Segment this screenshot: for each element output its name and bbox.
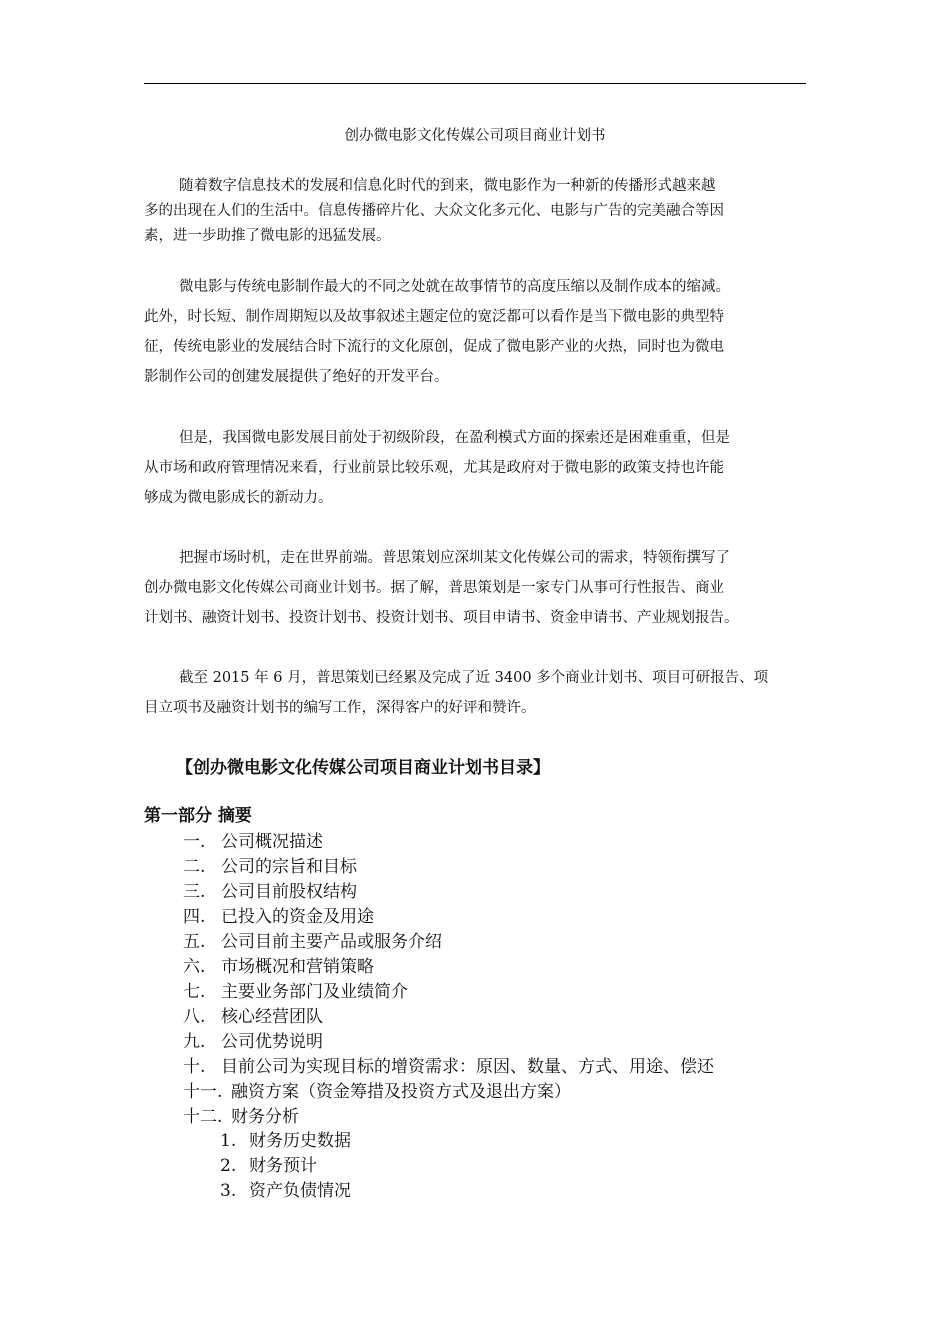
toc-list [183,830,714,1130]
paragraph-4 [144,543,816,633]
toc-item-label: 市场概况和营销策略 [221,957,374,977]
toc-sublist [220,1129,351,1204]
paragraph-line: 多的出现在人们的生活中。信息传播碎片化、大众文化多元化、电影与广告的完美融合等因 [144,203,724,219]
toc-item-number: 九. [183,1032,206,1052]
header-rule [144,83,806,84]
toc-item [183,1005,714,1030]
toc-item-number: 五. [183,932,206,952]
toc-item [183,855,714,880]
toc-item-number: 八. [183,1007,206,1027]
paragraph-line: 影制作公司的创建发展提供了绝好的开发平台。 [144,369,449,385]
toc-subitem [220,1129,351,1154]
toc-item-label: 核心经营团队 [221,1007,323,1027]
toc-item-label: 公司目前股权结构 [221,882,357,902]
paragraph-line: 此外，时长短、制作周期短以及故事叙述主题定位的宽泛都可以看作是当下微电影的典型特 [144,309,724,325]
toc-subitem-label: 资产负债情况 [249,1181,351,1201]
paragraph-line: 计划书、融资计划书、投资计划书、投资计划书、项目申请书、资金申请书、产业规划报告。 [144,610,739,626]
toc-subitem-number: 3. [220,1181,237,1201]
toc-item [183,1105,714,1130]
toc-subitem-number: 1. [220,1131,237,1151]
toc-item-number: 十. [183,1057,206,1077]
toc-item-label: 公司目前主要产品或服务介绍 [221,932,442,952]
toc-subitem-label: 财务预计 [249,1156,317,1176]
toc-item-label: 公司优势说明 [221,1032,323,1052]
toc-item-label: 公司概况描述 [221,832,323,852]
toc-item [183,1055,714,1080]
toc-title: 【创办微电影文化传媒公司项目商业计划书目录】 [176,758,550,778]
toc-item-number: 三. [183,882,206,902]
paragraph-line: 随着数字信息技术的发展和信息化时代的到来，微电影作为一种新的传播形式越来越 [179,178,716,194]
paragraph-line: 从市场和政府管理情况来看，行业前景比较乐观，尤其是政府对于微电影的政策支持也许能 [144,460,724,476]
toc-item-number: 十一. [183,1082,223,1102]
paragraph-line: 素，进一步助推了微电影的迅猛发展。 [144,228,391,244]
paragraph-1 [144,174,816,249]
toc-item [183,830,714,855]
toc-item [183,1080,714,1105]
paragraph-5 [144,663,816,723]
paragraph-line: 截至 2015 年 6 月，普思策划已经累及完成了近 3400 多个商业计划书、项目可研报告、项 [179,670,769,686]
paragraph-line: 把握市场时机，走在世界前端。普思策划应深圳某文化传媒公司的需求，特领衔撰写了 [179,550,730,566]
toc-item-number: 六. [183,957,206,977]
toc-subitem [220,1179,351,1204]
toc-subitem [220,1154,351,1179]
toc-subitem-label: 财务历史数据 [249,1131,351,1151]
toc-item-number: 一. [183,832,206,852]
document-title: 创办微电影文化传媒公司项目商业计划书 [344,128,606,144]
paragraph-line: 创办微电影文化传媒公司商业计划书。据了解，普思策划是一家专门从事可行性报告、商业 [144,580,724,596]
toc-item [183,1030,714,1055]
paragraph-line: 目立项书及融资计划书的编写工作，深得客户的好评和赞许。 [144,700,536,716]
paragraph-line: 征，传统电影业的发展结合时下流行的文化原创，促成了微电影产业的火热，同时也为微电 [144,339,724,355]
toc-item [183,880,714,905]
paragraph-line: 够成为微电影成长的新动力。 [144,490,333,506]
toc-item-label: 已投入的资金及用途 [221,907,374,927]
toc-item-label: 财务分析 [231,1107,299,1127]
paragraph-3 [144,423,816,513]
toc-subitem-number: 2. [220,1156,237,1176]
toc-item [183,980,714,1005]
toc-item [183,930,714,955]
paragraph-line: 微电影与传统电影制作最大的不同之处就在故事情节的高度压缩以及制作成本的缩减。 [179,279,730,295]
toc-item-number: 七. [183,982,206,1002]
toc-item-number: 十二. [183,1107,223,1127]
paragraph-line: 但是，我国微电影发展目前处于初级阶段，在盈利模式方面的探索还是困难重重，但是 [179,430,730,446]
paragraph-2 [144,272,816,392]
toc-item-number: 四. [183,907,206,927]
toc-item-number: 二. [183,857,206,877]
toc-item-label: 融资方案（资金筹措及投资方式及退出方案） [231,1082,571,1102]
toc-item [183,955,714,980]
toc-item-label: 公司的宗旨和目标 [221,857,357,877]
part-title: 第一部分 摘要 [144,806,252,826]
toc-item [183,905,714,930]
toc-item-label: 主要业务部门及业绩简介 [221,982,408,1002]
toc-item-label: 目前公司为实现目标的增资需求：原因、数量、方式、用途、偿还 [221,1057,714,1077]
